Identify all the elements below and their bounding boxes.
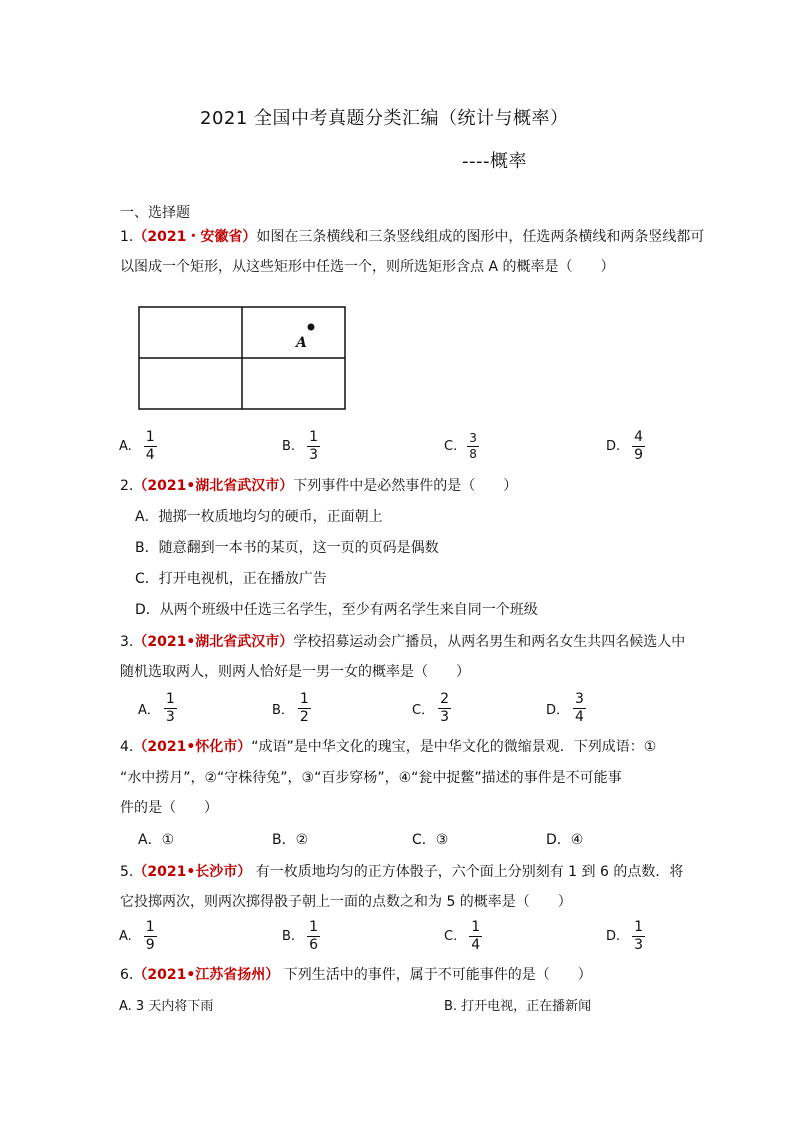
question-text: 如图在三条横线和三条竖线组成的图形中，任选两条横线和两条竖线都可 (256, 229, 705, 245)
page-title: 2021 全国中考真题分类汇编（统计与概率） (200, 108, 569, 129)
q3-option-a[interactable]: A． $\frac{1}{3}$ (138, 691, 175, 725)
fraction: $\frac{1}{4}$ (471, 919, 481, 953)
q1-option-b[interactable]: B. $\frac{1}{3}$ (282, 429, 318, 463)
question-number: 4. (120, 739, 134, 755)
section-heading: 一、选择题 (120, 205, 190, 221)
q6-option-a[interactable]: A. 3 天内将下雨 (119, 999, 214, 1014)
question-3-line-2: 随机选取两人，则两人恰好是一男一女的概率是（ ） (120, 664, 470, 680)
question-number: 5. (120, 864, 134, 880)
question-3-line-1 (120, 627, 685, 657)
point-a-label: A (296, 335, 307, 351)
q2-option-b[interactable]: B．随意翻到一本书的某页，这一页的页码是偶数 (135, 540, 439, 556)
question-text: 有一枚质地均匀的正方体骰子，六个面上分别刻有 1 到 6 的点数．将 (251, 864, 684, 880)
question-source: （2021•湖北省武汉市） (133, 634, 294, 650)
question-source: （2021•湖北省武汉市） (133, 478, 294, 494)
q4-option-d[interactable]: D．④ (546, 832, 584, 848)
fraction: $\frac{1}{3}$ (309, 429, 318, 463)
question-1-line-1 (120, 222, 704, 252)
question-number: 1. (120, 229, 134, 245)
question-source: （2021•怀化市） (133, 739, 252, 755)
question-5-line-2: 它投掷两次，则两次掷得骰子朝上一面的点数之和为 5 的概率是（ ） (120, 894, 572, 910)
question-source: （2021•江苏省扬州） (133, 967, 280, 983)
q3-option-d[interactable]: D． $\frac{3}{4}$ (546, 691, 584, 725)
q5-option-d[interactable]: D. $\frac{1}{3}$ (606, 919, 644, 953)
question-source: （2021•长沙市） (133, 864, 252, 880)
q3-option-c[interactable]: C． $\frac{2}{3}$ (412, 691, 449, 725)
question-number: 6. (120, 967, 134, 983)
q6-option-b[interactable]: B. 打开电视，正在播新闻 (444, 999, 592, 1014)
question-4-line-2: “水中捞月”，②“守株待兔”，③“百步穿杨”，④“瓮中捉鳖”描述的事件是不可能事 (120, 770, 622, 786)
fraction: $\frac{3}{8}$ (469, 431, 477, 461)
question-2-stem (120, 471, 517, 501)
question-4-line-3: 件的是（ ） (120, 800, 218, 816)
q4-option-b[interactable]: B．② (272, 832, 309, 848)
fraction: $\frac{1}{2}$ (299, 691, 309, 725)
question-text: “成语”是中华文化的瑰宝，是中华文化的微缩景观．下列成语：① (251, 739, 657, 755)
q2-option-c[interactable]: C．打开电视机，正在播放广告 (135, 571, 327, 587)
q1-option-c[interactable]: C. $\frac{3}{8}$ (444, 431, 477, 461)
fraction: $\frac{1}{9}$ (145, 919, 155, 953)
q4-option-c[interactable]: C．③ (412, 832, 449, 848)
fraction: $\frac{2}{3}$ (440, 691, 449, 725)
question-6-stem (120, 960, 592, 990)
q2-option-d[interactable]: D．从两个班级中任选三名学生，至少有两名学生来自同一个班级 (135, 602, 538, 618)
q5-option-a[interactable]: A. $\frac{1}{9}$ (119, 919, 155, 953)
question-text: 下列事件中是必然事件的是（ ） (293, 478, 518, 494)
question-text: 下列生活中的事件，属于不可能事件的是（ ） (279, 967, 592, 983)
q2-option-a[interactable]: A．抛掷一枚质地均匀的硬币，正面朝上 (135, 509, 383, 525)
fraction: $\frac{1}{6}$ (309, 919, 318, 953)
q5-option-c[interactable]: C. $\frac{1}{4}$ (444, 919, 481, 953)
q1-option-d[interactable]: D. $\frac{4}{9}$ (606, 429, 644, 463)
point-a-dot (308, 324, 315, 331)
question-number: 3. (120, 634, 134, 650)
q1-option-a[interactable]: A. $\frac{1}{4}$ (119, 429, 155, 463)
page-subtitle: ----概率 (462, 151, 527, 172)
q1-grid-figure (138, 306, 348, 412)
fraction: $\frac{3}{4}$ (575, 691, 584, 725)
fraction: $\frac{1}{3}$ (634, 919, 644, 953)
fraction: $\frac{4}{9}$ (634, 429, 644, 463)
question-text: 学校招募运动会广播员，从两名男生和两名女生共四名候选人中 (293, 634, 686, 650)
q3-option-b[interactable]: B． $\frac{1}{2}$ (272, 691, 309, 725)
q4-option-a[interactable]: A．① (138, 832, 175, 848)
question-1-line-2: 以图成一个矩形，从这些矩形中任选一个，则所选矩形含点 A 的概率是（ ） (120, 259, 615, 275)
fraction: $\frac{1}{3}$ (165, 691, 175, 725)
q5-option-b[interactable]: B. $\frac{1}{6}$ (282, 919, 318, 953)
question-4-line-1 (120, 732, 656, 762)
question-source: （2021・安徽省） (133, 229, 257, 245)
fraction: $\frac{1}{4}$ (145, 429, 155, 463)
question-number: 2. (120, 478, 134, 494)
question-5-line-1 (120, 857, 683, 887)
